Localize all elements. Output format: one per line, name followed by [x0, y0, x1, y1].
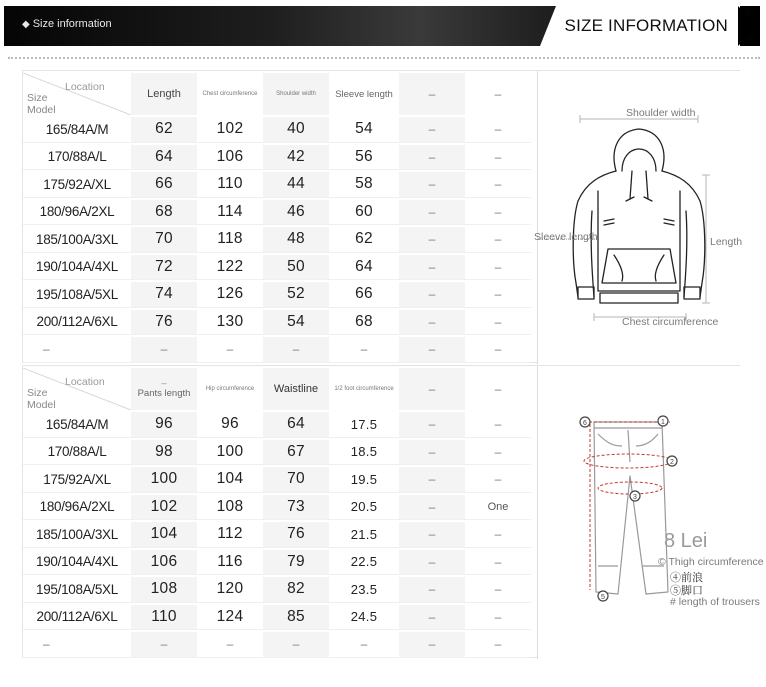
- size-value-cell: 46: [263, 200, 329, 226]
- size-value-cell: –: [399, 172, 465, 198]
- size-value-cell: –: [465, 117, 531, 143]
- table-row: [23, 522, 531, 548]
- size-model-cell: 170/88A/L: [23, 440, 131, 466]
- table-row: [23, 255, 531, 281]
- front-rise-label: ④前浪: [670, 572, 703, 584]
- size-model-cell: 165/84A/M: [23, 117, 131, 143]
- header-dash: –: [494, 87, 502, 101]
- size-value-cell: 85: [263, 605, 329, 631]
- size-value-cell: 76: [263, 522, 329, 548]
- size-value-cell: –: [399, 227, 465, 253]
- size-value-cell: 104: [131, 522, 197, 548]
- size-value-cell: –: [465, 577, 531, 603]
- size-value-cell: 64: [329, 255, 399, 281]
- size-value-cell: 116: [197, 550, 263, 576]
- top-size-table: [23, 71, 531, 365]
- table-row: [23, 550, 531, 576]
- size-value-cell: 60: [329, 200, 399, 226]
- size-model-cell: 185/100A/3XL: [23, 522, 131, 548]
- table-row: [23, 632, 531, 658]
- size-value-cell: –: [399, 605, 465, 631]
- size-value-cell: 64: [131, 145, 197, 171]
- hoodie-illustration: [534, 71, 743, 364]
- sleeve-length-label: Sleeve length: [534, 231, 598, 243]
- size-value-cell: 68: [131, 200, 197, 226]
- marker-1: 1: [661, 419, 665, 426]
- size-value-cell: 130: [197, 310, 263, 336]
- size-value-cell: –: [399, 632, 465, 658]
- size-value-cell: 17.5: [329, 412, 399, 438]
- size-value-cell: –: [263, 632, 329, 658]
- size-value-cell: 64: [263, 412, 329, 438]
- size-value-cell: 62: [131, 117, 197, 143]
- size-value-cell: 118: [197, 227, 263, 253]
- header-sleeve: Sleeve length: [335, 88, 393, 100]
- table-row: [23, 467, 531, 493]
- size-value-cell: –: [465, 550, 531, 576]
- size-value-cell: –: [465, 310, 531, 336]
- size-value-cell: 18.5: [329, 440, 399, 466]
- header-pants-length: [131, 368, 197, 410]
- size-value-cell: 82: [263, 577, 329, 603]
- size-value-cell: –: [399, 467, 465, 493]
- size-value-cell: 104: [197, 467, 263, 493]
- size-model-cell: 190/104A/4XL: [23, 550, 131, 576]
- pants-drawing: [538, 366, 742, 659]
- corner-cell: [23, 368, 131, 410]
- diamond-icon: ◆: [22, 19, 30, 30]
- size-value-cell: –: [399, 522, 465, 548]
- pants-illustration: [537, 366, 764, 659]
- size-value-cell: –: [465, 412, 531, 438]
- table-row: [23, 145, 531, 171]
- size-value-cell: 108: [131, 577, 197, 603]
- size-value-cell: –: [399, 117, 465, 143]
- size-value-cell: 58: [329, 172, 399, 198]
- header-pants-dash: –: [161, 378, 167, 388]
- marker-3: 3: [633, 494, 637, 501]
- banner-arrow-icon: [738, 6, 758, 46]
- table-row: [23, 577, 531, 603]
- size-value-cell: 66: [131, 172, 197, 198]
- size-value-cell: 42: [263, 145, 329, 171]
- table-row: [23, 605, 531, 631]
- header-chest: Chest circumference: [202, 91, 258, 97]
- size-value-cell: 120: [197, 577, 263, 603]
- size-value-cell: 72: [131, 255, 197, 281]
- size-value-cell: –: [329, 337, 399, 363]
- corner-size-label: Size: [27, 387, 48, 399]
- header-waistline: Waistline: [263, 368, 329, 410]
- size-model-cell: 180/96A/2XL: [23, 200, 131, 226]
- header-dash: –: [399, 368, 465, 410]
- size-value-cell: 102: [131, 495, 197, 521]
- size-value-cell: 122: [197, 255, 263, 281]
- size-value-cell: 44: [263, 172, 329, 198]
- size-value-cell: –: [465, 255, 531, 281]
- corner-size-label: Size: [27, 92, 48, 104]
- size-value-cell: –: [465, 200, 531, 226]
- size-value-cell: 50: [263, 255, 329, 281]
- shoulder-width-label: Shoulder width: [626, 107, 696, 119]
- size-value-cell: 106: [131, 550, 197, 576]
- size-value-cell: 102: [197, 117, 263, 143]
- size-value-cell: 56: [329, 145, 399, 171]
- size-value-cell: –: [465, 282, 531, 308]
- size-value-cell: 110: [131, 605, 197, 631]
- size-value-cell: –: [399, 412, 465, 438]
- size-value-cell: 23.5: [329, 577, 399, 603]
- size-value-cell: 68: [329, 310, 399, 336]
- header-pants-label: Pants length: [137, 388, 191, 399]
- length-label: Length: [710, 236, 743, 248]
- size-value-cell: 100: [197, 440, 263, 466]
- top-size-panel: [22, 70, 743, 363]
- size-value-cell: 106: [197, 145, 263, 171]
- marker-5: 5: [601, 594, 605, 601]
- size-model-cell: 185/100A/3XL: [23, 227, 131, 253]
- banner-left-label: [22, 18, 112, 30]
- table-row: [23, 412, 531, 438]
- table-row: [23, 282, 531, 308]
- size-value-cell: –: [465, 440, 531, 466]
- header-dash: –: [494, 382, 502, 396]
- trouser-length-label: # length of trousers: [670, 596, 760, 608]
- size-value-cell: 96: [197, 412, 263, 438]
- table-row: [23, 200, 531, 226]
- size-value-cell: 112: [197, 522, 263, 548]
- size-model-cell: 200/112A/6XL: [23, 310, 131, 336]
- size-model-cell: –: [23, 337, 131, 363]
- table-row: [23, 440, 531, 466]
- size-value-cell: 62: [329, 227, 399, 253]
- size-value-cell: 76: [131, 310, 197, 336]
- size-model-cell: 180/96A/2XL: [23, 495, 131, 521]
- banner-left-text: Size information: [32, 18, 112, 30]
- size-value-cell: 70: [263, 467, 329, 493]
- size-value-cell: 54: [329, 117, 399, 143]
- size-value-cell: 67: [263, 440, 329, 466]
- header-hip: Hip circumference: [205, 386, 255, 392]
- size-value-cell: One: [465, 495, 531, 521]
- size-value-cell: 22.5: [329, 550, 399, 576]
- chest-circumference-label: Chest circumference: [622, 316, 719, 328]
- size-value-cell: –: [399, 282, 465, 308]
- leg-opening-label: ⑤脚口: [670, 585, 703, 597]
- size-value-cell: 66: [329, 282, 399, 308]
- size-value-cell: 48: [263, 227, 329, 253]
- size-value-cell: 98: [131, 440, 197, 466]
- size-value-cell: 52: [263, 282, 329, 308]
- size-value-cell: –: [465, 172, 531, 198]
- table-header-row: [23, 73, 531, 115]
- size-value-cell: 124: [197, 605, 263, 631]
- thigh-circumference-label: © Thigh circumference: [658, 556, 764, 568]
- size-value-cell: 19.5: [329, 467, 399, 493]
- table-header-row: [23, 368, 531, 410]
- size-value-cell: –: [197, 632, 263, 658]
- marker-6: 6: [583, 420, 587, 427]
- size-value-cell: –: [197, 337, 263, 363]
- size-value-cell: 79: [263, 550, 329, 576]
- size-value-cell: –: [465, 522, 531, 548]
- size-value-cell: –: [465, 337, 531, 363]
- marker-2: 2: [670, 459, 674, 466]
- size-value-cell: 74: [131, 282, 197, 308]
- size-value-cell: –: [399, 145, 465, 171]
- size-value-cell: –: [399, 310, 465, 336]
- size-value-cell: –: [131, 632, 197, 658]
- size-value-cell: 100: [131, 467, 197, 493]
- corner-location-label: Location: [65, 81, 105, 93]
- banner-title: SIZE INFORMATION: [564, 16, 728, 35]
- size-value-cell: –: [399, 550, 465, 576]
- size-value-cell: 70: [131, 227, 197, 253]
- size-value-cell: 54: [263, 310, 329, 336]
- size-value-cell: –: [399, 200, 465, 226]
- table-row: [23, 495, 531, 521]
- size-value-cell: 73: [263, 495, 329, 521]
- size-info-banner: [4, 6, 760, 46]
- size-value-cell: –: [465, 145, 531, 171]
- header-length: Length: [131, 73, 197, 115]
- table-row: [23, 172, 531, 198]
- size-value-cell: –: [131, 337, 197, 363]
- header-foot: 1/2 foot circumference: [334, 386, 394, 392]
- corner-cell: [23, 73, 131, 115]
- size-model-cell: 175/92A/XL: [23, 172, 131, 198]
- table-row: [23, 310, 531, 336]
- size-value-cell: 20.5: [329, 495, 399, 521]
- size-value-cell: 110: [197, 172, 263, 198]
- table-row: [23, 117, 531, 143]
- size-model-cell: 195/108A/5XL: [23, 282, 131, 308]
- corner-model-label: Model: [27, 399, 56, 411]
- bottom-size-panel: [22, 365, 764, 658]
- dotted-divider: [8, 57, 760, 59]
- table-row: [23, 337, 531, 363]
- size-value-cell: 40: [263, 117, 329, 143]
- size-value-cell: –: [465, 467, 531, 493]
- size-model-cell: 175/92A/XL: [23, 467, 131, 493]
- table-row: [23, 227, 531, 253]
- size-value-cell: –: [465, 605, 531, 631]
- eight-lei-label: 8 Lei: [664, 530, 708, 552]
- size-value-cell: 126: [197, 282, 263, 308]
- size-value-cell: –: [399, 495, 465, 521]
- size-model-cell: 200/112A/6XL: [23, 605, 131, 631]
- size-model-cell: 165/84A/M: [23, 412, 131, 438]
- size-value-cell: 114: [197, 200, 263, 226]
- size-value-cell: –: [329, 632, 399, 658]
- size-model-cell: 170/88A/L: [23, 145, 131, 171]
- size-model-cell: 190/104A/4XL: [23, 255, 131, 281]
- corner-model-label: Model: [27, 104, 56, 116]
- size-model-cell: –: [23, 632, 131, 658]
- corner-location-label: Location: [65, 376, 105, 388]
- size-value-cell: –: [465, 227, 531, 253]
- size-value-cell: –: [399, 337, 465, 363]
- size-value-cell: –: [399, 255, 465, 281]
- size-value-cell: –: [399, 440, 465, 466]
- size-model-cell: 195/108A/5XL: [23, 577, 131, 603]
- size-value-cell: –: [399, 577, 465, 603]
- size-value-cell: 24.5: [329, 605, 399, 631]
- header-dash: –: [399, 73, 465, 115]
- size-value-cell: –: [263, 337, 329, 363]
- header-shoulder: Shoulder width: [263, 73, 329, 115]
- size-value-cell: –: [465, 632, 531, 658]
- size-value-cell: 108: [197, 495, 263, 521]
- bottom-size-table: [23, 366, 531, 660]
- size-value-cell: 96: [131, 412, 197, 438]
- size-value-cell: 21.5: [329, 522, 399, 548]
